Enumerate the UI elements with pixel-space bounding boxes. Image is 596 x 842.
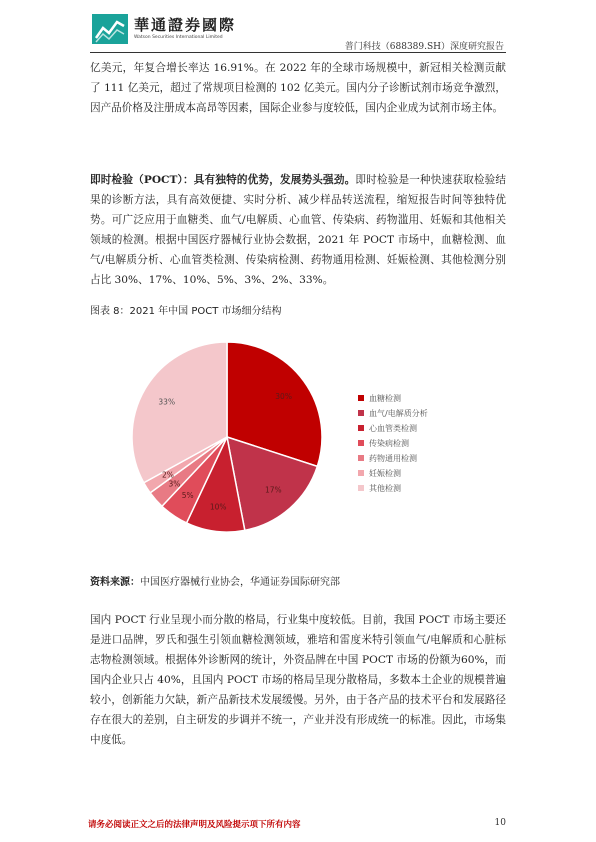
legend-label-1: 血糖检测	[369, 394, 401, 403]
slice-value-label-2: 17%	[264, 485, 282, 495]
legend-swatch-4	[358, 440, 364, 446]
slice-value-label-3: 10%	[209, 502, 227, 512]
legal-disclaimer: 请务必阅读正文之后的法律声明及风险提示项下所有内容	[88, 820, 301, 830]
logo-name-cn: 華通證券國際	[134, 16, 237, 34]
legend-label-5: 药物通用检测	[369, 454, 417, 463]
figure-title: 图表 8：2021 年中国 POCT 市场细分结构	[90, 306, 282, 317]
legend-label-2: 血气/电解质分析	[369, 409, 428, 418]
slice-value-label-1: 30%	[275, 391, 292, 401]
page-number: 10	[494, 818, 506, 828]
logo-name-en: Watson Securities International Limited	[134, 35, 223, 40]
legend-swatch-3	[358, 425, 364, 431]
slice-value-label-7: 33%	[158, 397, 176, 407]
legend-swatch-6	[358, 470, 364, 476]
paragraph-2	[90, 170, 506, 290]
company-logo	[92, 14, 252, 48]
header-divider	[90, 52, 506, 53]
source-text: 中国医疗器械行业协会，华通证券国际研究部	[140, 577, 340, 588]
paragraph-2-body: 即时检验是一种快速获取检验结果的诊断方法，具有高效便捷、实时分析、减少样品转送流程，缩短报告时间等独特优势。可广泛应用于血糖类、血气/电解质、心血管、传染病、药物滥用、妊娠和其他相关领域的检测。根据中国医疗器械行业协会数据，2021 年 POCT 市场中，血糖检测、血气/电解质分析、心血管类检测、传染病检测、药物通用检测、妊娠检测、其他检测分别占比 30%、17%、10%、5%、3%、2%、33%。	[90, 174, 506, 286]
slice-value-label-5: 3%	[168, 479, 181, 489]
legend-swatch-5	[358, 455, 364, 461]
logo-chart-icon	[92, 14, 128, 44]
legend-label-6: 妊娠检测	[369, 469, 401, 478]
legend-label-4: 传染病检测	[369, 439, 409, 448]
paragraph-1: 亿美元，年复合增长率达 16.91%。在 2022 年的全球市场规模中，新冠相关检测贡献了 111 亿美元，超过了常规项目检测的 102 亿美元。国内分子诊断试剂市场竞争激烈，因产品价格及注册成本高昂等因素，国际企业参与度较低，国内企业成为试剂市场主体。	[90, 62, 506, 114]
legend-swatch-1	[358, 395, 364, 401]
report-tag: 普门科技（688389.SH）深度研究报告	[344, 42, 504, 52]
paragraph-3: 国内 POCT 行业呈现小而分散的格局，行业集中度较低。目前，我国 POCT 市场主要还是进口品牌，罗氏和强生引领血糖检测领域，雅培和雷度米特引领血气/电解质和心脏标志物检测领域。根据体外诊断网的统计，外资品牌在中国 POCT 市场的份额为60%，而国内企业只占 40%，且国内 POCT 市场的格局呈现分散格局，多数本土企业的规模普遍较小，创新能力欠缺，新产品新技术发展缓慢。另外，由于各产品的技术平台和发展路径存在很大的差别，自主研发的步调并不统一，产业并没有形成统一的标准。因此，市场集中度低。	[90, 614, 506, 746]
legend-label-7: 其他检测	[369, 484, 401, 493]
source-label: 资料来源：	[90, 577, 140, 588]
figure-source	[90, 573, 340, 588]
slice-value-label-6: 2%	[161, 470, 174, 480]
legend-swatch-2	[358, 410, 364, 416]
paragraph-2-heading: 即时检验（POCT）：具有独特的优势，发展势头强劲。	[90, 174, 356, 186]
legend-swatch-7	[358, 485, 364, 491]
slice-value-label-4: 5%	[181, 490, 194, 500]
pie-chart	[120, 330, 460, 560]
legend-label-3: 心血管类检测	[369, 424, 417, 433]
